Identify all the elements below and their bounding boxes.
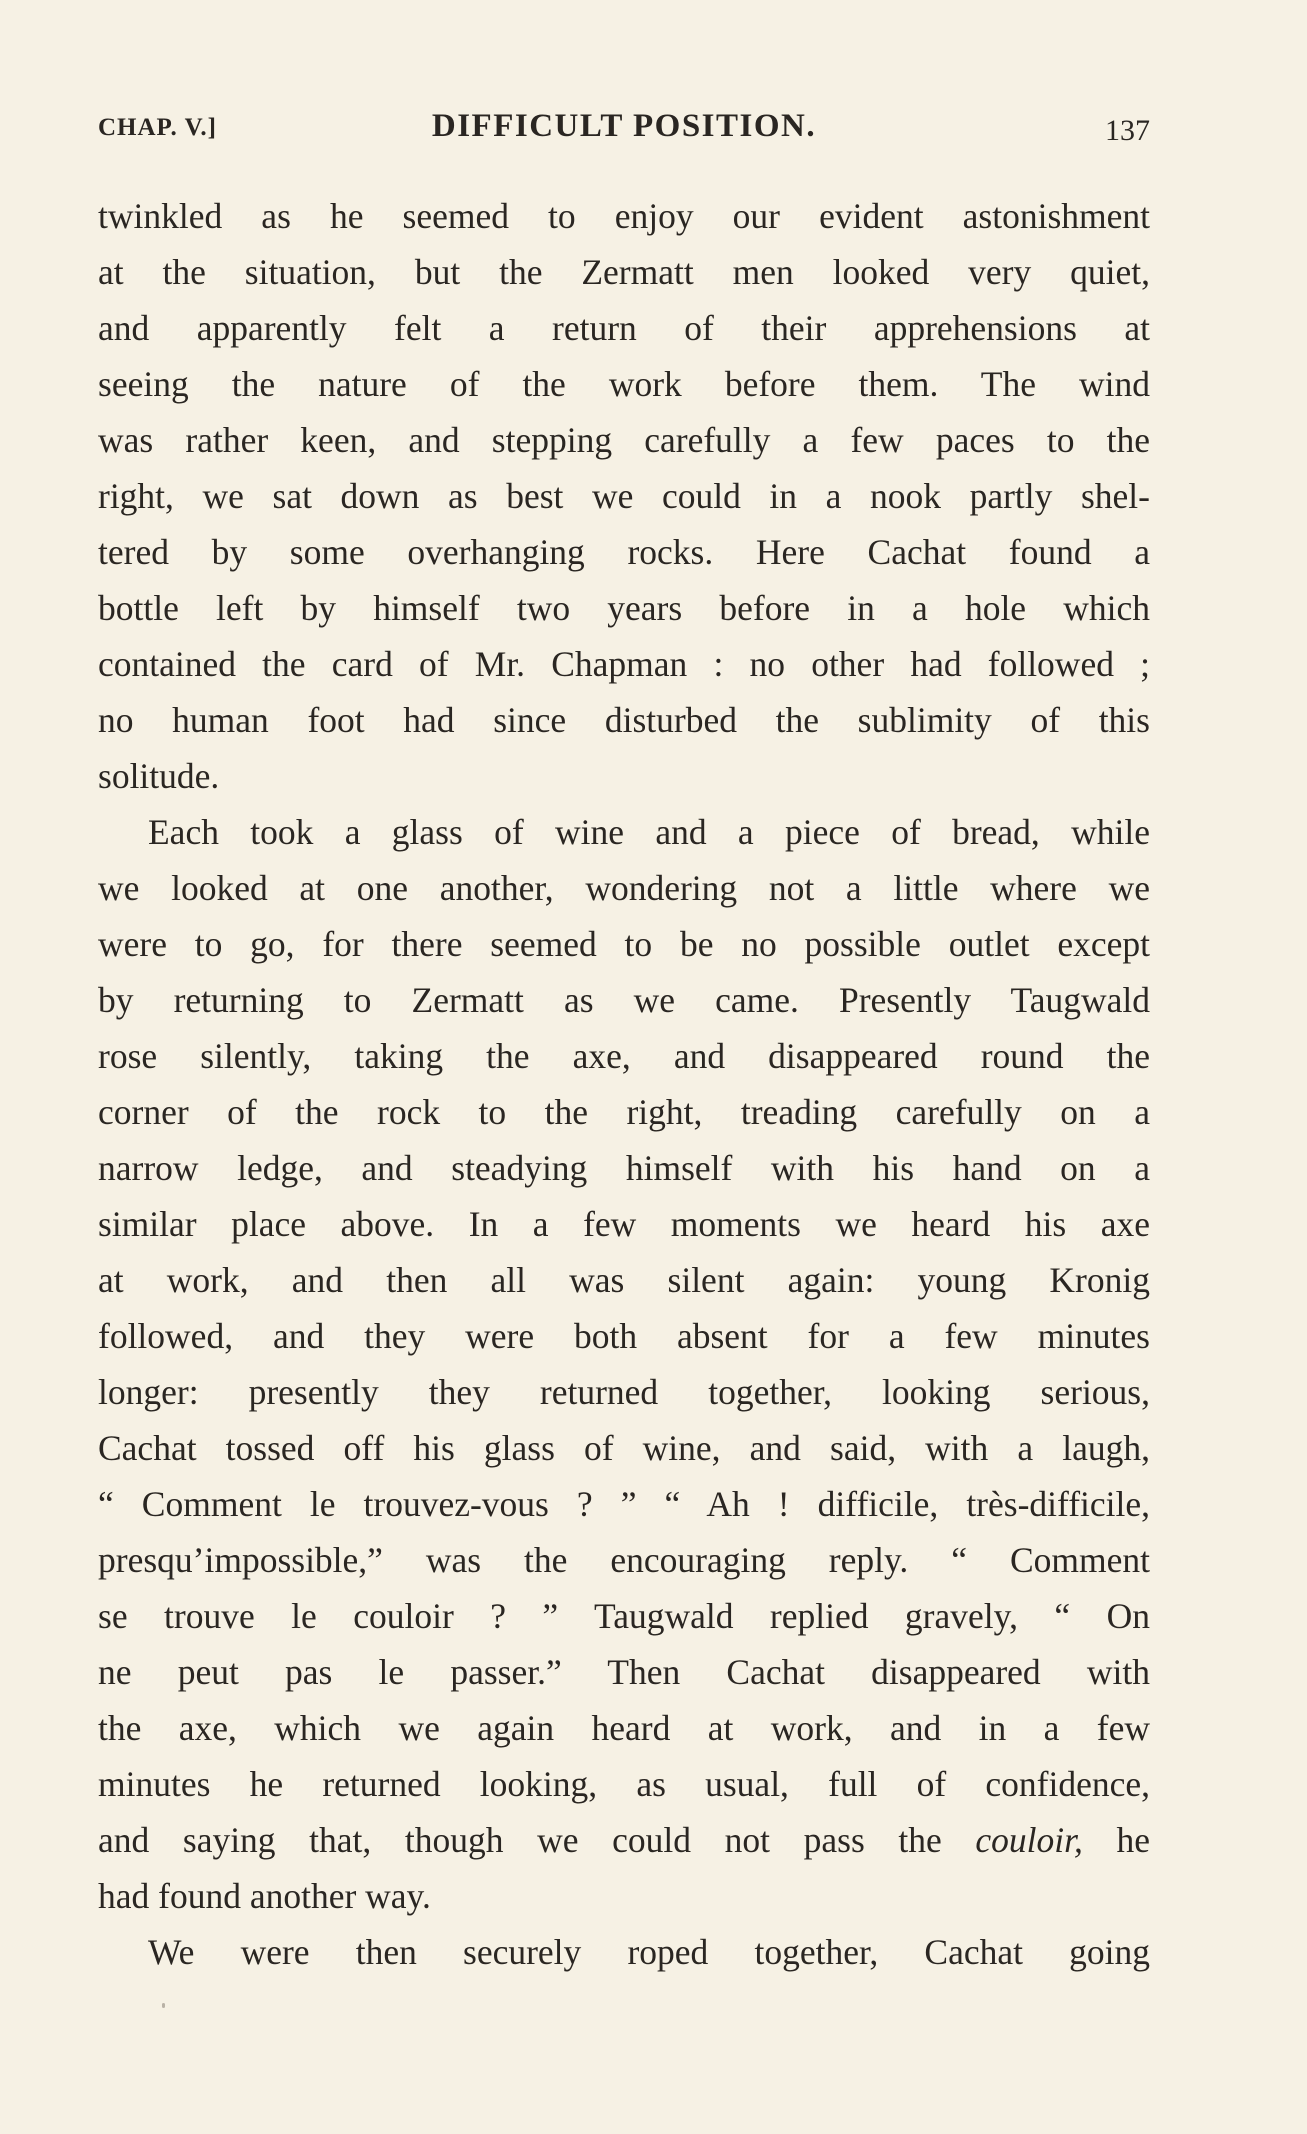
text-line: tered by some overhanging rocks. Here Cachat found a	[98, 532, 1150, 572]
text-line: was rather keen, and stepping carefully a few paces to the	[98, 420, 1150, 460]
line-segment: and saying that, though we could not pass the	[98, 1820, 942, 1860]
text-line: contained the card of Mr. Chapman : no other had followed ;	[98, 644, 1150, 684]
text-line: at the situation, but the Zermatt men looked very quiet,	[98, 252, 1150, 292]
chapter-label: CHAP. V.]	[98, 114, 217, 141]
italic-word: couloir,	[975, 1820, 1083, 1860]
paragraph-start-line: Each took a glass of wine and a piece of bread, while	[148, 812, 1150, 852]
text-line: twinkled as he seemed to enjoy our evident astonishment	[98, 196, 1150, 236]
text-line: at work, and then all was silent again: young Kronig	[98, 1260, 1150, 1300]
text-line: longer: presently they returned together, looking serious,	[98, 1372, 1150, 1412]
paper-speck	[162, 2003, 165, 2008]
page-title: DIFFICULT POSITION.	[431, 108, 817, 144]
text-line: and apparently felt a return of their apprehensions at	[98, 308, 1150, 348]
text-line: followed, and they were both absent for a few minutes	[98, 1316, 1150, 1356]
text-line: Cachat tossed off his glass of wine, and said, with a laugh,	[98, 1428, 1150, 1468]
text-line: narrow ledge, and steadying himself with his hand on a	[98, 1148, 1150, 1188]
body-text	[98, 188, 1150, 1980]
text-line: presqu’impossible,” was the encouraging reply. “ Comment	[98, 1540, 1150, 1580]
text-line: were to go, for there seemed to be no possible outlet except	[98, 924, 1150, 964]
text-line: the axe, which we again heard at work, and in a few	[98, 1708, 1150, 1748]
text-line: similar place above. In a few moments we heard his axe	[98, 1204, 1150, 1244]
text-line: we looked at one another, wondering not a little where we	[98, 868, 1150, 908]
text-line: seeing the nature of the work before them. The wind	[98, 364, 1150, 404]
page-number: 137	[1105, 114, 1150, 147]
text-line: by returning to Zermatt as we came. Presently Taugwald	[98, 980, 1150, 1020]
text-line: ne peut pas le passer.” Then Cachat disappeared with	[98, 1652, 1150, 1692]
text-line: corner of the rock to the right, treading carefully on a	[98, 1092, 1150, 1132]
text-line: right, we sat down as best we could in a nook partly shel-	[98, 476, 1150, 516]
text-line: se trouve le couloir ? ” Taugwald replied gravely, “ On	[98, 1596, 1150, 1636]
paragraph-end-line: solitude.	[98, 756, 220, 796]
line-segment: he	[1116, 1820, 1150, 1860]
text-line: no human foot had since disturbed the sublimity of this	[98, 700, 1150, 740]
paragraph-start-line: We were then securely roped together, Cachat going	[148, 1932, 1150, 1972]
text-line: minutes he returned looking, as usual, full of confidence,	[98, 1764, 1150, 1804]
text-line-with-italic	[98, 1812, 1150, 1868]
text-line: bottle left by himself two years before in a hole which	[98, 588, 1150, 628]
text-line: rose silently, taking the axe, and disappeared round the	[98, 1036, 1150, 1076]
text-line: “ Comment le trouvez-vous ? ” “ Ah ! difficile, très-difficile,	[98, 1484, 1150, 1524]
paragraph-end-line: had found another way.	[98, 1876, 431, 1916]
running-head	[98, 108, 1150, 154]
